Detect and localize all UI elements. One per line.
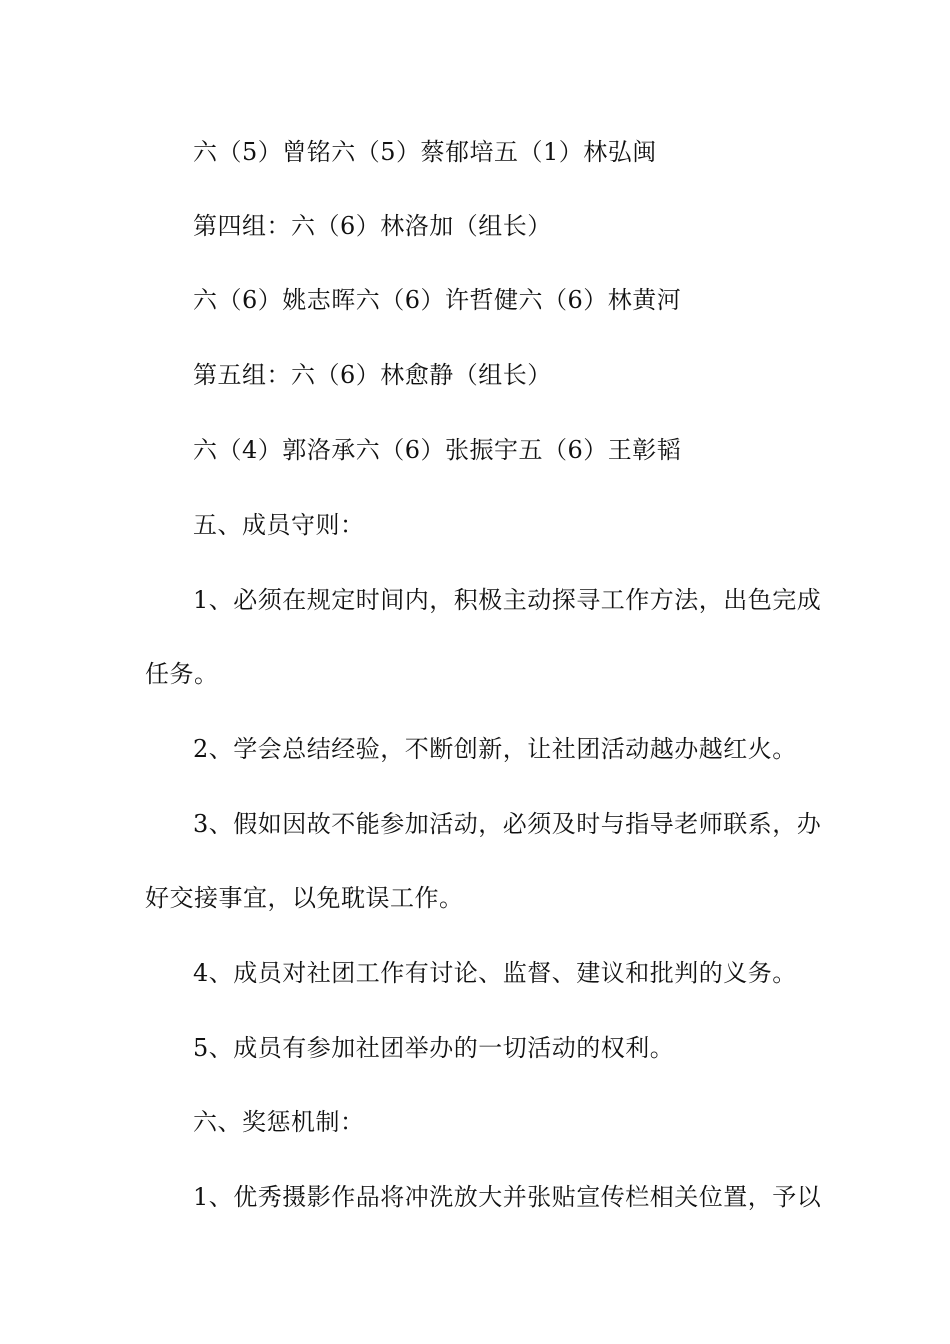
rule-1-line-2: 任务。 [145,660,219,688]
rule-4: 4、成员对社团工作有讨论、监督、建议和批判的义务。 [193,959,797,987]
section-heading-rewards: 六、奖惩机制： [193,1108,365,1136]
rule-1-line-1: 1、必须在规定时间内，积极主动探寻工作方法，出色完成 [193,586,822,614]
rule-2: 2、学会总结经验，不断创新，让社团活动越办越红火。 [193,735,797,763]
rule-3-line-1: 3、假如因故不能参加活动，必须及时与指导老师联系，办 [193,810,822,838]
group4-leader-line: 第四组：六（6）林洛加（组长） [193,212,552,240]
section-heading-rules: 五、成员守则： [193,511,365,539]
rule-5: 5、成员有参加社团举办的一切活动的权利。 [193,1034,675,1062]
group4-members-line: 六（6）姚志晖六（6）许哲健六（6）林黄河 [193,286,682,314]
group3-members-line: 六（5）曾铭六（5）蔡郁培五（1）林弘闽 [193,138,657,166]
rule-3-line-2: 好交接事宜，以免耽误工作。 [145,884,464,912]
reward-1-line-1: 1、优秀摄影作品将冲洗放大并张贴宣传栏相关位置，予以 [193,1183,822,1211]
group5-leader-line: 第五组：六（6）林愈静（组长） [193,361,552,389]
group5-members-line: 六（4）郭洛承六（6）张振宇五（6）王彰韬 [193,436,682,464]
